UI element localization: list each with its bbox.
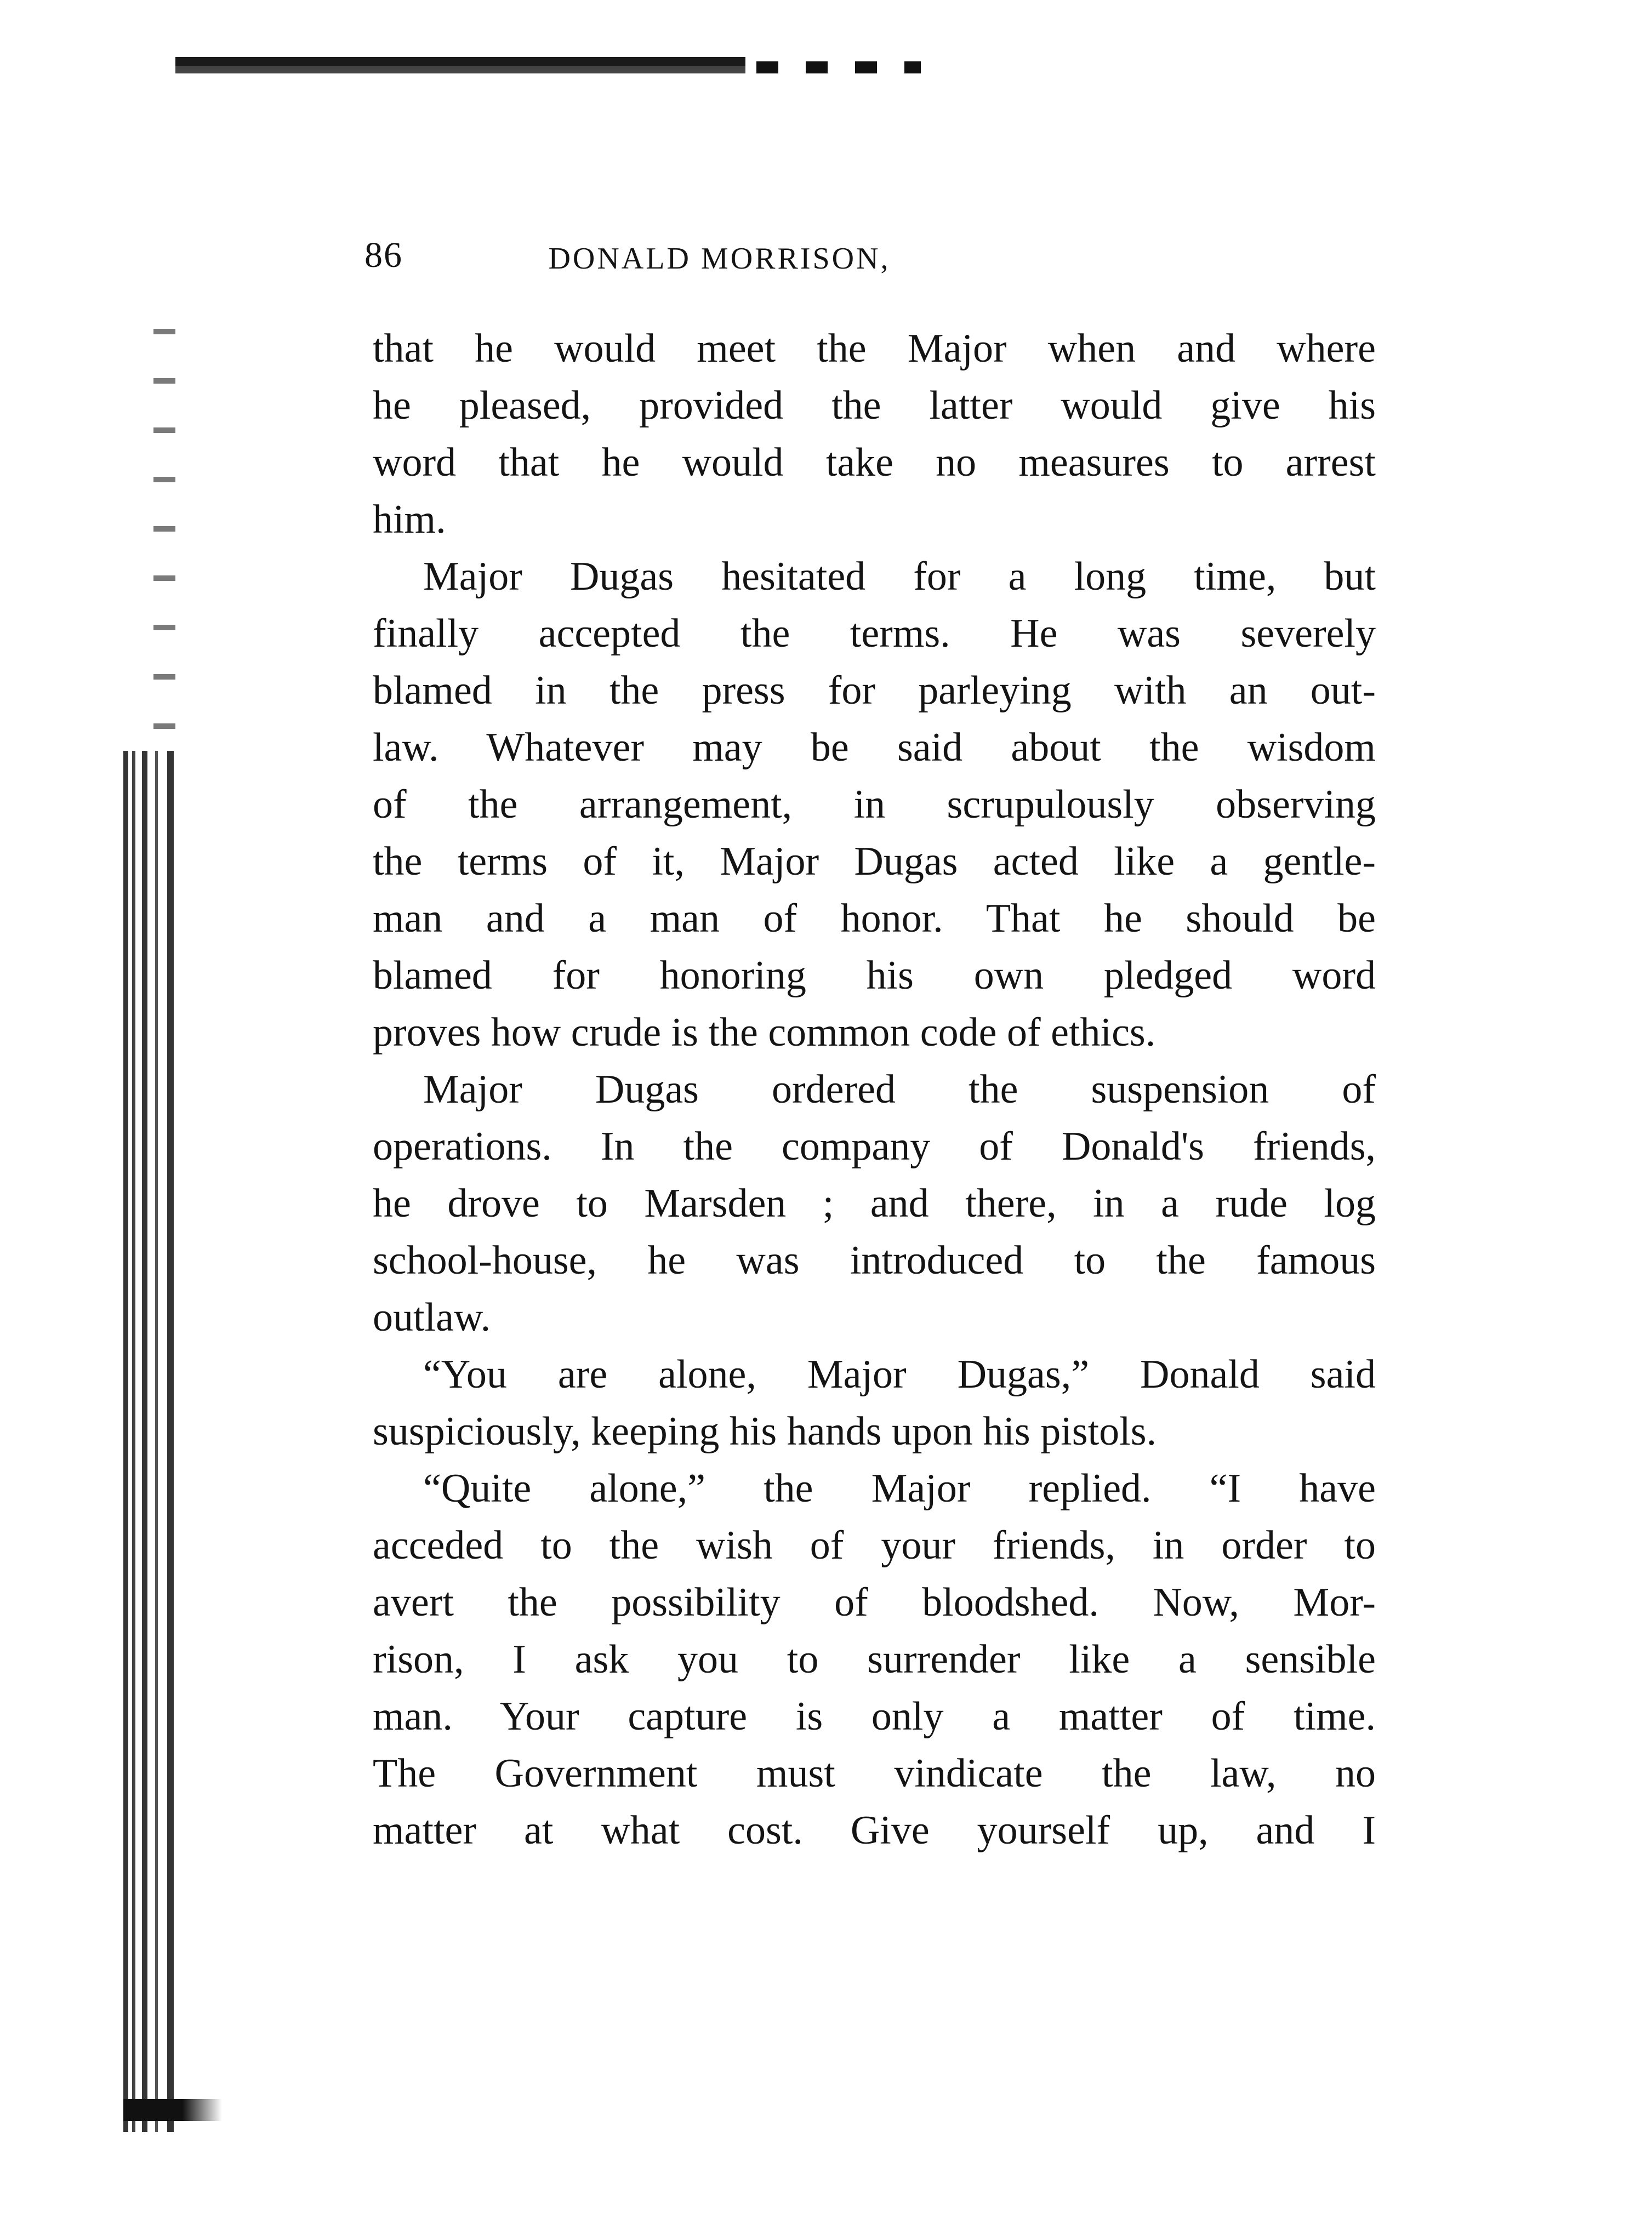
text-line: the terms of it, Major Dugas acted like a gentle-: [373, 839, 1376, 884]
scan-binding-edge: [123, 751, 184, 2132]
text-line: acceded to the wish of your friends, in order to: [373, 1523, 1376, 1568]
text-line: The Government must vindicate the law, no: [373, 1751, 1376, 1796]
page-header: [364, 235, 1074, 295]
text-line: Major Dugas ordered the suspension of: [423, 1067, 1376, 1112]
text-line: rison, I ask you to surrender like a sensible: [373, 1637, 1376, 1682]
text-line: “Quite alone,” the Major replied. “I have: [423, 1466, 1376, 1511]
text-line: man and a man of honor. That he should be: [373, 896, 1376, 941]
body-text: [373, 320, 1376, 1859]
text-line: that he would meet the Major when and where: [373, 326, 1376, 371]
text-line: operations. In the company of Donald's friends,: [373, 1124, 1376, 1169]
text-line: blamed for honoring his own pledged word: [373, 953, 1376, 998]
text-line: man. Your capture is only a matter of time.: [373, 1694, 1376, 1739]
text-line: of the arrangement, in scrupulously observing: [373, 782, 1376, 827]
text-line: matter at what cost. Give yourself up, and I: [373, 1808, 1376, 1853]
page-number: 86: [364, 235, 403, 275]
scan-border-bottom: [123, 2099, 222, 2121]
text-line: suspiciously, keeping his hands upon his pistols.: [373, 1409, 1157, 1454]
text-line: law. Whatever may be said about the wisdom: [373, 725, 1376, 770]
text-line: proves how crude is the common code of ethics.: [373, 1010, 1156, 1055]
scan-margin-marks: [153, 329, 175, 745]
text-line: Major Dugas hesitated for a long time, but: [423, 554, 1376, 599]
text-line: avert the possibility of bloodshed. Now, Mor-: [373, 1580, 1376, 1625]
text-line: blamed in the press for parleying with an out-: [373, 668, 1376, 713]
text-line: word that he would take no measures to arrest: [373, 440, 1376, 485]
text-line: finally accepted the terms. He was severely: [373, 611, 1376, 656]
text-line: he drove to Marsden ; and there, in a rude log: [373, 1181, 1376, 1226]
text-line: outlaw.: [373, 1295, 491, 1340]
running-head: DONALD MORRISON,: [548, 242, 891, 276]
text-line: he pleased, provided the latter would give his: [373, 383, 1376, 428]
text-line: “You are alone, Major Dugas,” Donald said: [423, 1352, 1376, 1397]
text-line: him.: [373, 497, 446, 542]
text-line: school-house, he was introduced to the famous: [373, 1238, 1376, 1283]
scan-border-top: [175, 57, 745, 73]
